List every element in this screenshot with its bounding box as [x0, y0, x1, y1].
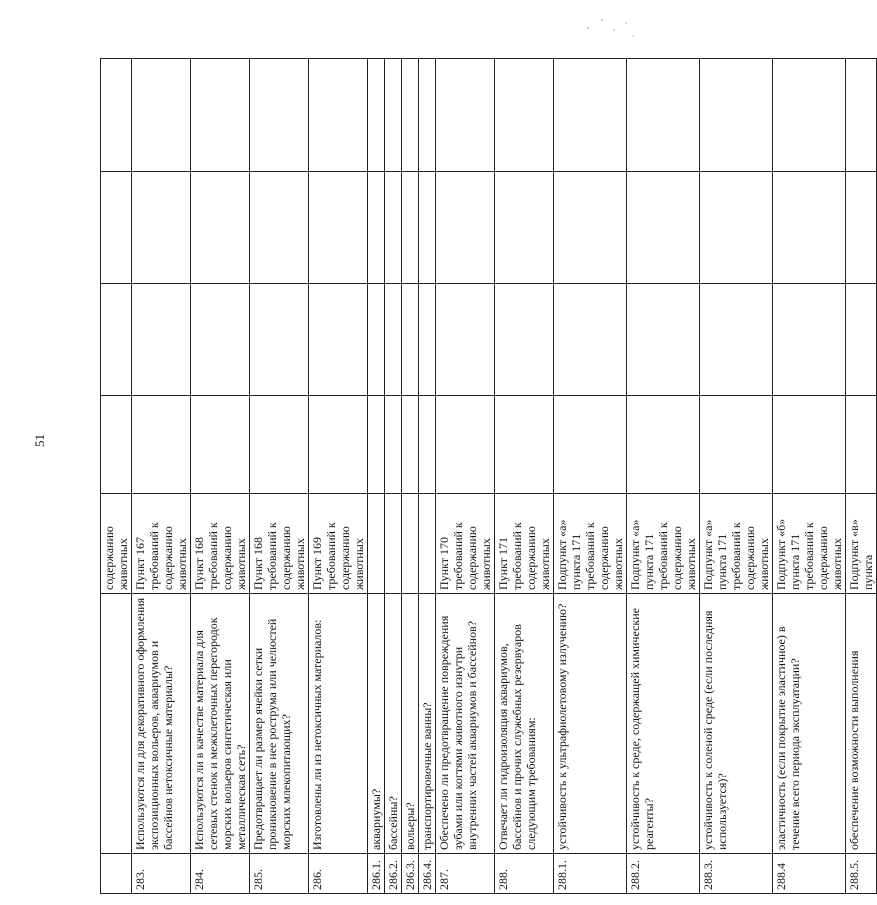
empty-cell [368, 59, 385, 172]
row-number: 287. [436, 854, 495, 894]
empty-cell [101, 396, 132, 494]
reference-cell: Подпункт «а» пункта 171 требований к содержанию животных [554, 494, 627, 594]
table-row [436, 59, 495, 894]
empty-cell [132, 172, 191, 284]
empty-cell [773, 172, 846, 284]
table-row [419, 59, 436, 894]
question-cell: устойчивость к соленой среде (если последняя используется)? [700, 594, 773, 854]
empty-cell [495, 59, 554, 172]
question-cell: Отвечает ли гидроизоляция аквариумов, бассейнов и прочих служебных резервуаров следующим требованиям: [495, 594, 554, 854]
empty-cell [191, 172, 250, 284]
empty-cell [191, 284, 250, 396]
table-row [627, 59, 700, 894]
empty-cell [495, 284, 554, 396]
row-number: 285. [250, 854, 309, 894]
empty-cell [554, 59, 627, 172]
requirements-table [100, 58, 877, 894]
question-cell: эластичность (если покрытие эластичное) в течение всего периода эксплуатации? [773, 594, 846, 854]
reference-cell: Подпункт «в» пункта [846, 494, 877, 594]
reference-cell: Пункт 167 требований к содержанию животных [132, 494, 191, 594]
table-row [495, 59, 554, 894]
empty-cell [191, 59, 250, 172]
reference-cell [368, 494, 385, 594]
question-cell: обеспечение возможности выполнения [846, 594, 877, 854]
table-row [132, 59, 191, 894]
empty-cell [309, 172, 368, 284]
question-cell: устойчивость к среде, содержащей химические реагенты? [627, 594, 700, 854]
reference-cell: содержанию животных [101, 494, 132, 594]
empty-cell [627, 59, 700, 172]
reference-cell: Пункт 168 требований к содержанию животных [191, 494, 250, 594]
empty-cell [250, 284, 309, 396]
empty-cell [846, 59, 877, 172]
reference-cell: Пункт 169 требований к содержанию животных [309, 494, 368, 594]
empty-cell [627, 284, 700, 396]
table-row [250, 59, 309, 894]
empty-cell [700, 284, 773, 396]
row-number: 288.5. [846, 854, 877, 894]
empty-cell [419, 59, 436, 172]
empty-cell [419, 284, 436, 396]
row-number: 286. [309, 854, 368, 894]
question-cell: Используются ли в качестве материала для сетевых стенок и межклеточных перегородок морских вольеров синтетическая или металлическая сеть? [191, 594, 250, 854]
empty-cell [773, 59, 846, 172]
table-row [554, 59, 627, 894]
empty-cell [773, 284, 846, 396]
table-row [309, 59, 368, 894]
row-number: 288.4 [773, 854, 846, 894]
reference-cell [402, 494, 419, 594]
empty-cell [846, 396, 877, 494]
reference-cell: Пункт 170 требований к содержанию животных [436, 494, 495, 594]
empty-cell [495, 396, 554, 494]
row-number: 288.1. [554, 854, 627, 894]
table-body [101, 59, 877, 894]
empty-cell [132, 284, 191, 396]
row-number [101, 854, 132, 894]
empty-cell [627, 172, 700, 284]
row-number: 286.2. [385, 854, 402, 894]
empty-cell [368, 172, 385, 284]
empty-cell [436, 172, 495, 284]
question-cell [101, 594, 132, 854]
empty-cell [419, 172, 436, 284]
reference-cell: Пункт 168 требований к содержанию животных [250, 494, 309, 594]
empty-cell [309, 396, 368, 494]
row-number: 286.3. [402, 854, 419, 894]
question-cell: Обеспечено ли предотвращение повреждения зубами или когтями животного изнутри внутренних частей аквариумов и бассейнов? [436, 594, 495, 854]
empty-cell [436, 284, 495, 396]
row-number: 288.2. [627, 854, 700, 894]
rotated-page [100, 59, 875, 894]
empty-cell [554, 396, 627, 494]
row-number: 288.3. [700, 854, 773, 894]
reference-cell [419, 494, 436, 594]
empty-cell [368, 396, 385, 494]
empty-cell [554, 172, 627, 284]
scan-noise-marks [580, 0, 640, 50]
empty-cell [250, 172, 309, 284]
empty-cell [101, 172, 132, 284]
empty-cell [402, 284, 419, 396]
table-row [368, 59, 385, 894]
table-row [385, 59, 402, 894]
empty-cell [368, 284, 385, 396]
empty-cell [700, 172, 773, 284]
empty-cell [773, 396, 846, 494]
reference-cell: Подпункт «б» пункта 171 требований к содержанию животных [773, 494, 846, 594]
empty-cell [309, 59, 368, 172]
question-cell: Предотвращает ли размер ячейки сетки проникновение в нее рострума или челюстей морских млекопитающих? [250, 594, 309, 854]
row-number: 283. [132, 854, 191, 894]
empty-cell [700, 396, 773, 494]
table-row [101, 59, 132, 894]
empty-cell [385, 284, 402, 396]
reference-cell: Подпункт «а» пункта 171 требований к содержанию животных [627, 494, 700, 594]
reference-cell: Подпункт «а» пункта 171 требований к содержанию животных [700, 494, 773, 594]
table-row [191, 59, 250, 894]
empty-cell [250, 59, 309, 172]
empty-cell [402, 59, 419, 172]
table-row [700, 59, 773, 894]
empty-cell [385, 172, 402, 284]
empty-cell [627, 396, 700, 494]
empty-cell [495, 172, 554, 284]
empty-cell [700, 59, 773, 172]
reference-cell [385, 494, 402, 594]
table-row [402, 59, 419, 894]
empty-cell [846, 172, 877, 284]
question-cell: Изготовлены ли из нетоксичных материалов: [309, 594, 368, 854]
empty-cell [101, 59, 132, 172]
empty-cell [419, 396, 436, 494]
reference-cell: Пункт 171 требований к содержанию животных [495, 494, 554, 594]
empty-cell [385, 396, 402, 494]
table-row [846, 59, 877, 894]
question-cell: аквариумы? [368, 594, 385, 854]
empty-cell [191, 396, 250, 494]
table-row [773, 59, 846, 894]
question-cell: вольеры? [402, 594, 419, 854]
empty-cell [132, 396, 191, 494]
empty-cell [309, 284, 368, 396]
empty-cell [436, 396, 495, 494]
page-number: 51 [32, 434, 47, 447]
question-cell: устойчивость к ультрафиолетовому излучению? [554, 594, 627, 854]
empty-cell [402, 396, 419, 494]
empty-cell [554, 284, 627, 396]
empty-cell [101, 284, 132, 396]
row-number: 288. [495, 854, 554, 894]
question-cell: Используются ли для декоративного оформления экспозиционных вольеров, аквариумов и бассейнов нетоксичные материалы? [132, 594, 191, 854]
row-number: 286.4. [419, 854, 436, 894]
empty-cell [846, 284, 877, 396]
question-cell: бассейны? [385, 594, 402, 854]
question-cell: транспортировочные ванны? [419, 594, 436, 854]
empty-cell [250, 396, 309, 494]
empty-cell [132, 59, 191, 172]
row-number: 286.1. [368, 854, 385, 894]
empty-cell [385, 59, 402, 172]
row-number: 284. [191, 854, 250, 894]
empty-cell [402, 172, 419, 284]
empty-cell [436, 59, 495, 172]
